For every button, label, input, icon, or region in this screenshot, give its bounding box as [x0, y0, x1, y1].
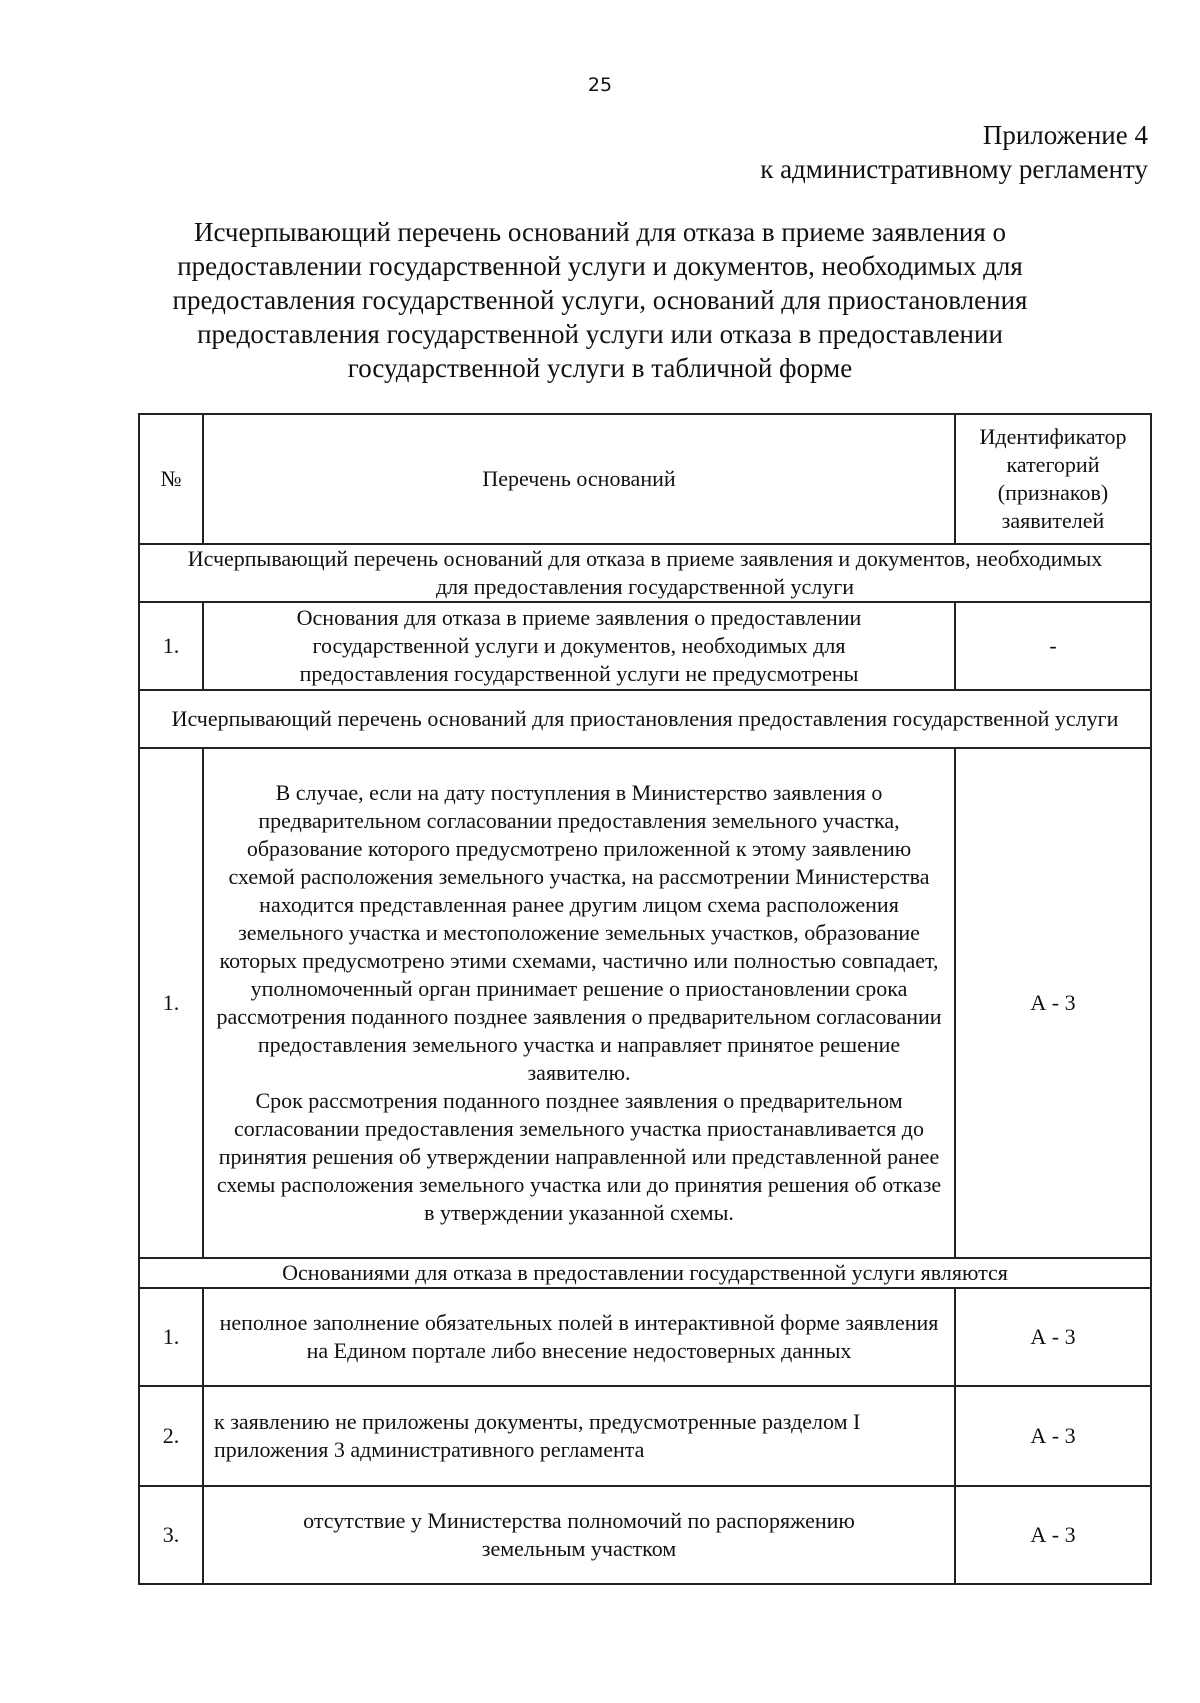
header-grounds: Перечень оснований — [203, 414, 955, 544]
row-text: неполное заполнение обязательных полей в интерактивной форме заявления на Едином портале либо внесение недостоверных данных — [203, 1288, 955, 1386]
header-number: № — [139, 414, 203, 544]
section-heading-row — [139, 544, 1151, 602]
row-text-paragraph-2: Срок рассмотрения поданного позднее заявления о предварительном согласовании предоставления земельного участка приостанавливается до принятия решения об утверждении направленной или представленной ранее схемы расположения земельного участка или до принятия решения об отказе в утверждении указанной схемы. — [216, 1088, 942, 1225]
table-row — [139, 602, 1151, 690]
section-3-heading: Основаниями для отказа в предоставлении государственной услуги являются — [139, 1258, 1151, 1288]
section-1-heading: Исчерпывающий перечень оснований для отказа в приеме заявления и документов, необходимых для предоставления государственной услуги — [139, 544, 1151, 602]
section-heading-row — [139, 690, 1151, 748]
row-text: отсутствие у Министерства полномочий по распоряжению земельным участком — [203, 1486, 955, 1584]
row-number: 1. — [139, 602, 203, 690]
row-text-paragraph-1: В случае, если на дату поступления в Министерство заявления о предварительном согласовании предоставления земельного участка, образование которого предусмотрено приложенной к этому заявлению схемой расположения земельного участка, на рассмотрении Министерства находится представленная ранее другим лицом схема расположения земельного участка и местоположение земельных участков, образование которых предусмотрено этими схемами, частично или полностью совпадает, уполномоченный орган принимает решение о приостановлении срока рассмотрения поданного позднее заявления о предварительном согласовании предоставления земельного участка и направляет принятое решение заявителю. — [216, 780, 942, 1085]
grounds-table — [138, 413, 1152, 1585]
row-number: 2. — [139, 1386, 203, 1486]
document-title: Исчерпывающий перечень оснований для отказа в приеме заявления о предоставлении государственной услуги и документов, необходимых для предоставления государственной услуги, оснований для приостановления предоставления государственной услуги или отказа в предоставлении государственной услуги в табличной форме — [172, 217, 1028, 383]
row-text: к заявлению не приложены документы, предусмотренные разделом I приложения 3 административного регламента — [203, 1386, 955, 1486]
page-number: 25 — [587, 74, 613, 96]
section-2-heading: Исчерпывающий перечень оснований для приостановления предоставления государственной услуги — [139, 690, 1151, 748]
table-header-row — [139, 414, 1151, 544]
row-identifier: А - 3 — [955, 748, 1151, 1258]
row-identifier: А - 3 — [955, 1386, 1151, 1486]
table-row — [139, 748, 1151, 1258]
header-identifier: Идентификатор категорий (признаков) заявителей — [955, 414, 1151, 544]
appendix-note — [760, 118, 1148, 186]
appendix-line-2: к административному регламенту — [760, 154, 1148, 184]
row-identifier: А - 3 — [955, 1288, 1151, 1386]
row-text: Основания для отказа в приеме заявления о предоставлении государственной услуги и документов, необходимых для предоставления государственной услуги не предусмотрены — [203, 602, 955, 690]
row-identifier: - — [955, 602, 1151, 690]
table-row — [139, 1386, 1151, 1486]
table-row — [139, 1486, 1151, 1584]
section-heading-row — [139, 1258, 1151, 1288]
row-number: 1. — [139, 748, 203, 1258]
row-number: 3. — [139, 1486, 203, 1584]
row-text — [203, 748, 955, 1258]
appendix-line-1: Приложение 4 — [982, 120, 1148, 150]
row-identifier: А - 3 — [955, 1486, 1151, 1584]
row-number: 1. — [139, 1288, 203, 1386]
table-row — [139, 1288, 1151, 1386]
